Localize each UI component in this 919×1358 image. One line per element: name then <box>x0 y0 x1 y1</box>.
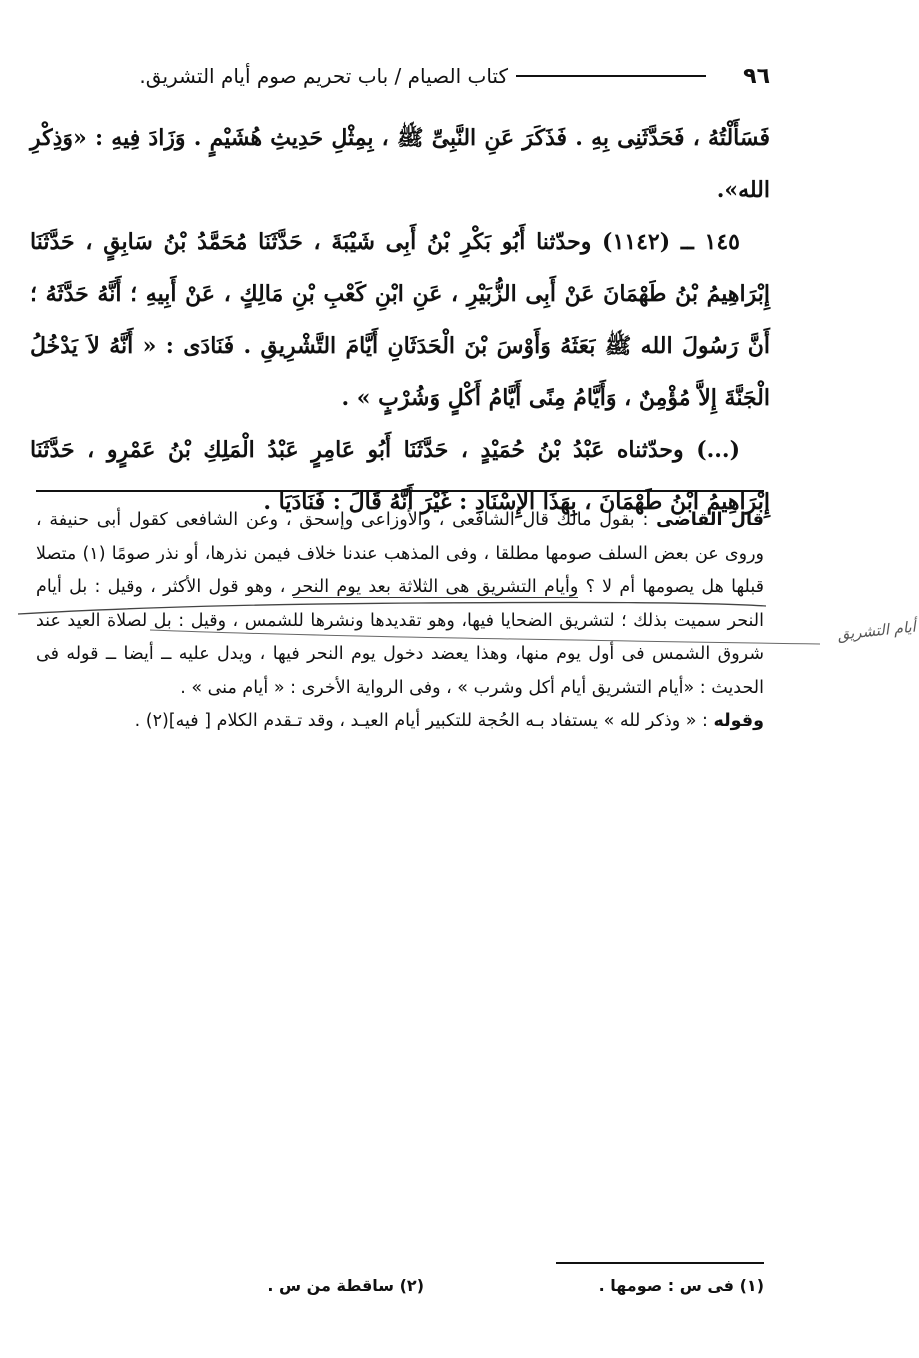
footnotes <box>36 1276 764 1295</box>
header-rule <box>516 75 706 77</box>
hadith-paragraph: فَسَأَلْتُهُ ، فَحَدَّثَنِى بِهِ . فَذَكَرَ عَنِ النَّبِىِّ ﷺ ، بِمِثْلِ حَدِيثِ هُشَيْمٍ . وَزَادَ فِيهِ : «وَذِكْرِ الله». <box>30 125 770 203</box>
commentary-text: : بقول مالك قال الشافعى ، والأوزاعى وإسحق ، وعن الشافعى كقول أبى حنيفة ، وروى عن بعض السلف صومها مطلقا ، وفى المذهب عندنا خلاف فيمن نذرها، أو نذر صومًا (١) متصلا قبلها هل يصومها أم لا ؟ <box>36 510 764 597</box>
underlined-passage: وأيام التشريق هى الثلاثة بعد يوم النحر <box>292 577 579 597</box>
chapter-title: كتاب الصيام / باب تحريم صوم أيام التشريق. <box>139 64 508 88</box>
footnote: (٢) ساقطة من س . <box>267 1276 424 1295</box>
commentary-text: : « وذكر لله » يستفاد بـه الحُجة للتكبير أيام العيـد ، وقد تـقدم الكلام [ فيه](٢) . <box>134 711 708 731</box>
commentary-separator <box>36 490 764 492</box>
page-number: ٩٦ <box>743 63 770 89</box>
commentary-paragraph <box>36 705 764 739</box>
pen-underline-stroke <box>0 594 919 654</box>
running-header <box>30 58 770 94</box>
handwritten-margin-note: أيام التشريق <box>836 617 917 644</box>
commentary-lead: وقوله <box>713 711 764 731</box>
commentary-lead: قال القاضى <box>656 510 764 530</box>
commentary-text: ، وهو قول الأكثر ، وقيل : بل أيام النحر سميت بذلك ؛ لتشريق الضحايا فيها، وهو تقديدها ونشرها للشمس ، وقيل : بل لصلاة العيد عند شروق الشمس فى أول يوم منها، وهذا يعضد دخول يوم النحر فيها ، ويدل عليه ــ أيضا ــ قوله فى الحديث : «أيام التشريق أيام أكل وشرب » ، وفى الرواية الأخرى : « أيام منى » . <box>36 577 764 698</box>
hadith-paragraph: ١٤٥ ــ (١١٤٢) وحدّثنا أَبُو بَكْرِ بْنُ أَبِى شَيْبَةَ ، حَدَّثَنَا مُحَمَّدُ بْنُ سَابِقٍ ، حَدَّثَنَا إِبْرَاهِيمُ بْنُ طَهْمَانَ عَنْ أَبِى الزُّبَيْرِ ، عَنِ ابْنِ كَعْبِ بْنِ مَالِكٍ ، عَنْ أَبِيهِ ؛ أَنَّهُ حَدَّثَهُ ؛ أَنَّ رَسُولَ الله ﷺ بَعَثَهُ وَأَوْسَ بْنَ الْحَدَثَانِ أَيَّامَ التَّشْرِيقِ . فَنَادَى : « أَنَّهُ لاَ يَدْخُلُ الْجَنَّةَ إِلاَّ مُؤْمِنٌ ، وَأَيَّامُ مِنًى أَيَّامُ أَكْلٍ وَشُرْبٍ » . <box>30 229 770 411</box>
hadith-text <box>30 112 770 528</box>
footnote-separator <box>556 1262 764 1264</box>
hadith-paragraph: (...) وحدّثناه عَبْدُ بْنُ حُمَيْدٍ ، حَدَّثَنَا أَبُو عَامِرٍ عَبْدُ الْمَلِكِ بْنُ عَمْرٍو ، حَدَّثَنَا إِبْرَاهِيمُ ابْنُ طَهْمَانَ ، بِهَذَا الإِسْنَادِ : غَيْرَ أَنَّهُ قَالَ : فَنَادَيَا . <box>30 437 770 515</box>
footnote: (١) فى س : صومها . <box>598 1276 764 1295</box>
